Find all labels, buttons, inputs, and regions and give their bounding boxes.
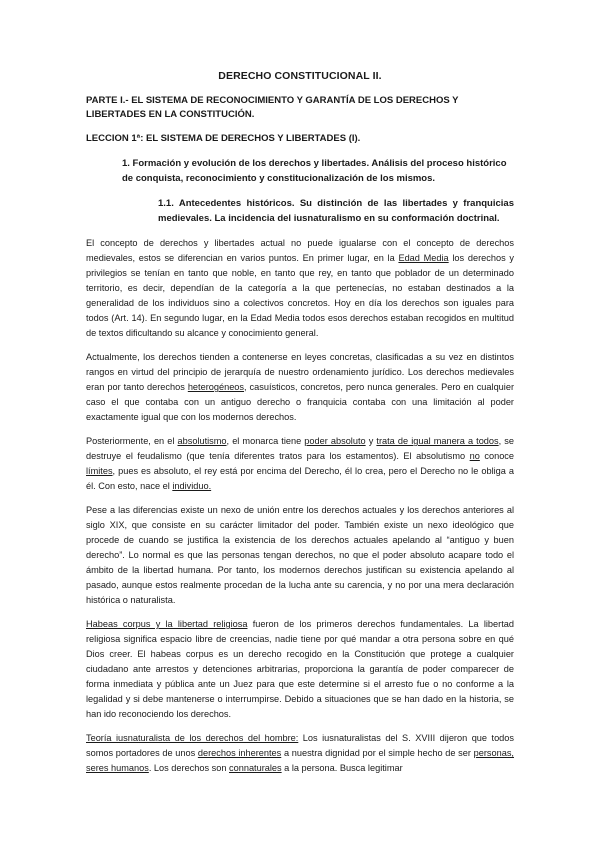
text-run: Actualmente, los derechos tienden a contenerse en leyes concretas, clasificadas a su vez en distintos rangos en virtud del principio de jerarquía de nuestro ordenamiento jurídico. Los derechos medievales eran por tanto derechos (86, 352, 514, 392)
text-run: Pese a las diferencias existe un nexo de unión entre los derechos actuales y los derechos anteriores al siglo XIX, que consiste en su carácter limitador del poder. También existe un nexo ideológico que procede de cuando se justifica la existencia de los derechos actuales apelando al “antiguo y buen derecho”. Lo normal es que las personas tengan derechos, no que el poder absoluto acapare todo el ámbito de la libertad humana. Por tanto, los modernos derechos justifican su existencia apelando al pasado, aunque estos realmente procedan de la lucha ante su carencia, y no por una mera declaración histórica o naturalista. (86, 505, 514, 605)
underlined-term: derechos inherentes (197, 748, 282, 758)
underlined-term: absolutismo (177, 436, 227, 446)
part-heading: PARTE I.- EL SISTEMA DE RECONOCIMIENTO Y GARANTÍA DE LOS DERECHOS Y LIBERTADES EN LA CONSTITUCIÓN. (86, 95, 459, 120)
paragraph-iusnaturalist-theory (86, 731, 514, 776)
text-run: a nuestra dignidad por el simple hecho de ser (281, 748, 474, 758)
paragraph-absolutism (86, 434, 514, 494)
text-run: , casuísticos, concretos, pero nunca generales. Pero en cualquier caso el que contaba con un antiguo derecho o franquicia contaba con una limitación al poder exactamente igual que con los modernos derechos. (86, 382, 515, 422)
text-run: Los iusnaturalistas del S. XVIII dijeron que todos somos portadores de unos (86, 733, 514, 758)
text-run: El concepto de derechos y libertades actual no puede igualarse con el concepto de derechos medievales, estos se diferencian en varios puntos. En primer lugar, en la (86, 238, 514, 263)
text-run: Posteriormente, en el (86, 436, 178, 446)
section-heading-1: 1. Formación y evolución de los derechos y libertades. Análisis del proceso histórico de conquista, reconocimiento y constitucionalización de los mismos. (122, 158, 507, 184)
underlined-term: límites (86, 466, 113, 476)
underlined-term: Teoría iusnaturalista de los derechos del hombre: (86, 733, 299, 743)
underlined-term: Edad Media (398, 253, 449, 263)
text-run: a la persona. Busca legitimar (281, 763, 403, 773)
text-run: . Los derechos son (148, 763, 230, 773)
text-run: los derechos y privilegios se tenían en tanto que noble, en tanto que rey, en tanto que poblador de un determinado territorio, es decir, dependían de la categoría a la que pertenecías, no estaban destinados a la generalidad de los individuos sino a colectivos concretos. Hoy en día los derechos son iguales para todos (Art. 14). En segundo lugar, en la Edad Media todos esos derechos estaban recogidos en multitud de textos dificultando su alcance y conocimiento general. (86, 253, 514, 338)
underlined-term: trata de igual manera a todos (376, 436, 499, 446)
underlined-term: personas, seres humanos (86, 748, 514, 773)
underlined-term: individuo. (172, 481, 212, 491)
paragraph-medieval-rights (86, 236, 514, 341)
underlined-term: heterogéneos (187, 382, 245, 392)
text-run: y (365, 436, 377, 446)
text-run: conoce (479, 451, 515, 461)
text-run: fueron de los primeros derechos fundamentales. La libertad religiosa significa espacio libre de creencias, nadie tiene por qué mandar a otra persona sobre en qué Dios creer. El habeas corpus es un derecho recogido en la Constitución que protege a cualquier ciudadano ante arrestos y detenciones arbitrarias, proporciona la garantía de poder comparecer de forma inmediata y pública ante un Juez para que este determine si el arresto fue o no conforme a la legalidad y si debe mantenerse o interrumpirse. Debido a situaciones que se han dado en la historia, se han ido reconociendo los derechos. (86, 619, 514, 719)
paragraph-current-rights (86, 350, 514, 425)
paragraph-habeas-corpus (86, 617, 514, 722)
underlined-term: no (469, 451, 480, 461)
underlined-term: poder absoluto (304, 436, 366, 446)
lesson-heading: LECCION 1ª: EL SISTEMA DE DERECHOS Y LIBERTADES (I). (86, 133, 361, 144)
text-run: , se destruye el feudalismo (que tenía diferentes tratos para los estamentos). El absolutismo (86, 436, 514, 461)
paragraph-nexus (86, 503, 514, 608)
text-run: , pues es absoluto, el rey está por encima del Derecho, él lo crea, pero el Derecho no le obliga a él. Con esto, nace el (86, 466, 514, 491)
section-heading-1-1: 1.1. Antecedentes históricos. Su distinción de las libertades y franquicias medievales. La incidencia del iusnaturalismo en su conformación doctrinal. (158, 198, 514, 224)
document-title: DERECHO CONSTITUCIONAL II. (218, 70, 382, 82)
text-run: , el monarca tiene (226, 436, 305, 446)
underlined-term: connaturales (229, 763, 282, 773)
underlined-term: Habeas corpus y la libertad religiosa (86, 619, 248, 629)
